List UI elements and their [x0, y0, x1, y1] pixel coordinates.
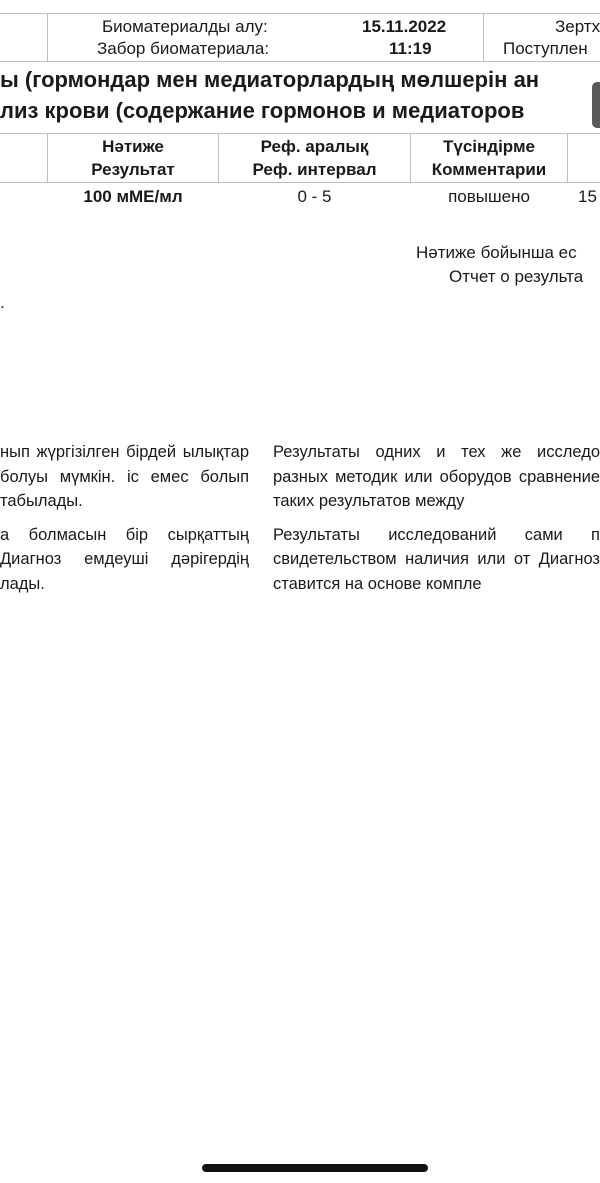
note-ru-1: Результаты одних и тех же исследо разных методик или оборудов сравнение таких результатов между [273, 443, 600, 510]
home-indicator[interactable] [202, 1164, 428, 1172]
col-ref-header-ru: Реф. интервал [252, 160, 377, 179]
header-divider-right [483, 13, 484, 62]
received-label-kk: Зертх [555, 17, 600, 36]
col-comment-header-ru: Комментарии [431, 160, 547, 179]
scroll-handle[interactable] [592, 82, 600, 128]
table-header-bottom-border [0, 182, 600, 183]
note-ru-2: Результаты исследований сами п свидетельством наличия или от Диагноз ставится на основе компле [273, 525, 600, 593]
sampling-date: 15.11.2022 [362, 17, 447, 36]
note-kk-1: нып жүргізілген бірдей ылықтар болуы мүмкін. іс емес болып табылады. [0, 443, 249, 510]
received-label-ru: Поступлен [503, 39, 588, 58]
table-header-top-border [0, 133, 600, 134]
sampling-time: 11:19 [389, 39, 432, 58]
sampling-label-ru: Забор биоматериала: [97, 39, 270, 58]
analysis-title-ru: лиз крови (содержание гормонов и медиаторов [0, 98, 525, 123]
col-result-header-ru: Результат [91, 160, 175, 179]
result-comment: повышено [448, 187, 530, 206]
table-col-divider-4 [567, 133, 568, 183]
header-divider-left [47, 13, 48, 62]
result-extra-value: 15 [578, 187, 597, 206]
report-line-kk: Нәтиже бойынша ес [416, 243, 577, 262]
sampling-label-kk: Биоматериалды алу: [102, 17, 268, 36]
report-line-ru: Отчет о результа [449, 267, 584, 286]
col-result-header-kk: Нәтиже [102, 137, 164, 156]
analysis-title-kk: ы (гормондар мен медиаторлардың мөлшерін ан [0, 67, 540, 92]
header-top-border [0, 13, 600, 14]
result-value: 100 мМЕ/мл [83, 187, 183, 206]
col-comment-header-kk: Түсіндірме [443, 137, 535, 156]
reference-interval: 0 - 5 [297, 187, 332, 206]
col-ref-header-kk: Реф. аралық [260, 137, 369, 156]
notes-kk-column [0, 440, 249, 605]
header-bottom-border [0, 61, 600, 62]
stray-dot: . [0, 293, 5, 312]
notes-ru-column [273, 440, 600, 605]
note-kk-2: а болмасын бір сырқаттың Диагноз емдеуші дәрігердің лады. [0, 525, 249, 593]
